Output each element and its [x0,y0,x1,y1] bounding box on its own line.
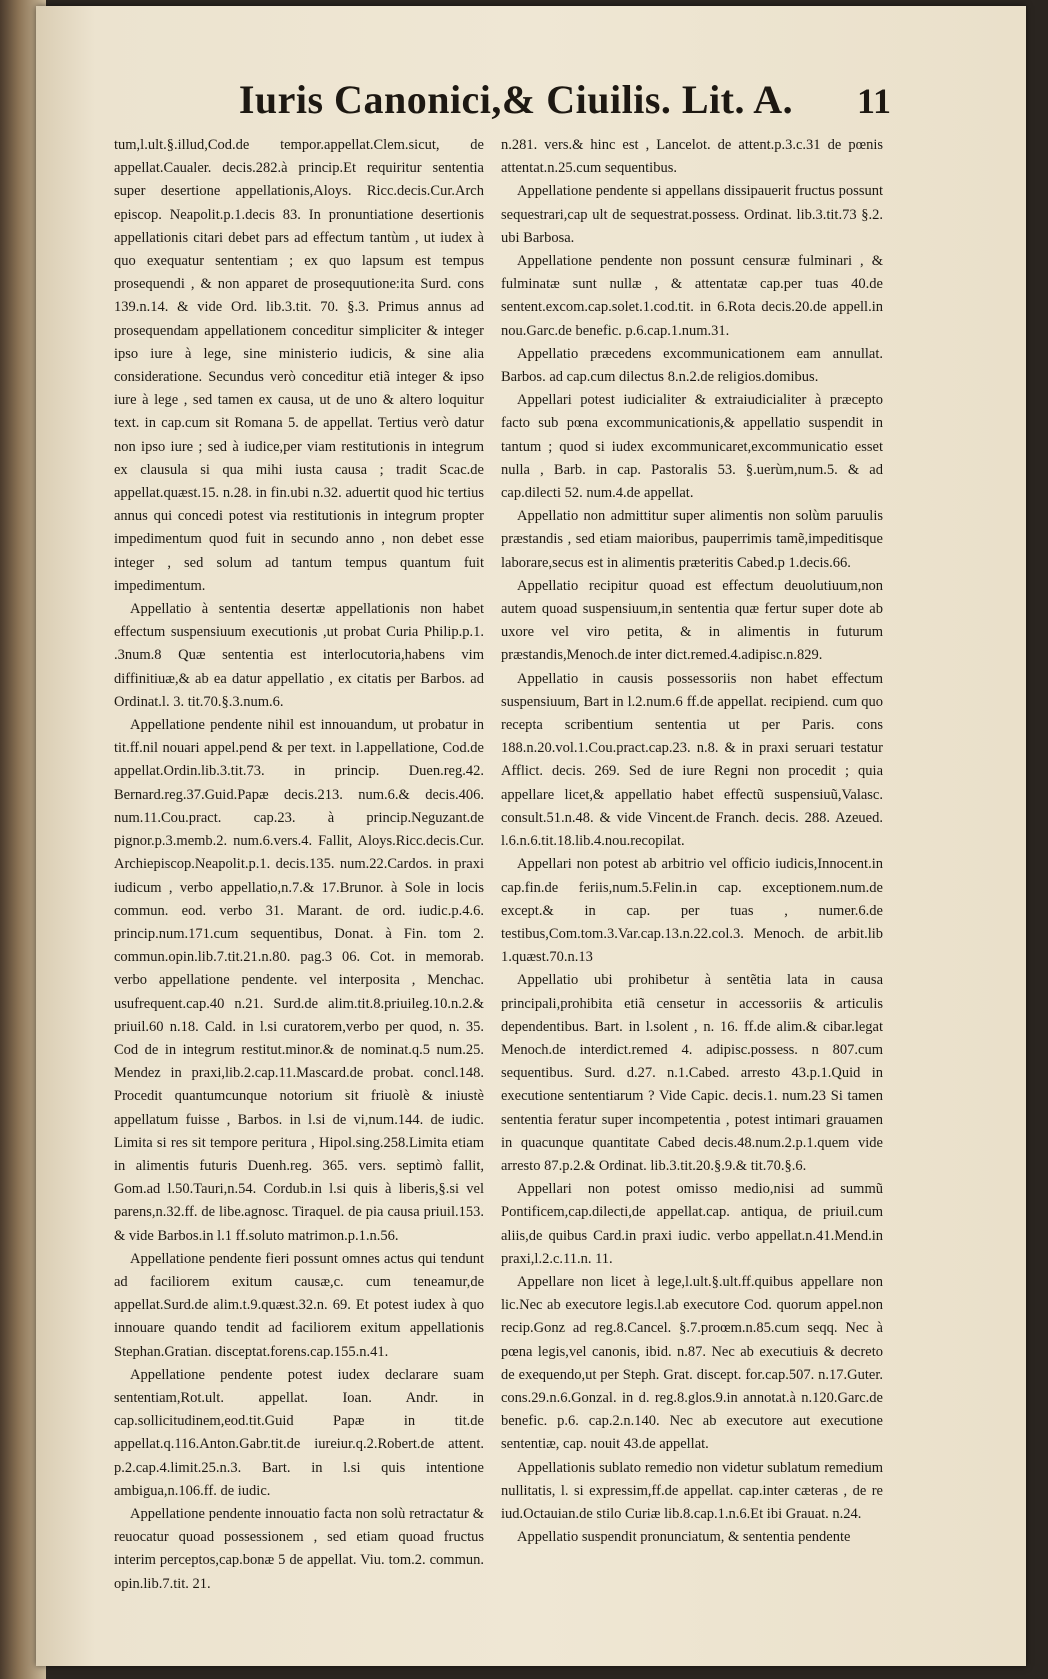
paragraph: Appellatione pendente non possunt censuræ fulminari , & fulminatæ sunt nullæ , & attentatæ cap.per tuas 40.de sentent.excom.cap.solet.1.cod.tit. in 6.Rota decis.20.de appell.in nou.Garc.de benefic. p.6.cap.1.num.31. [501,253,883,339]
paragraph: Appellari non potest ab arbitrio vel officio iudicis,Innocent.in cap.fin.de feriis,num.5.Felin.in cap. exceptionem.num.de except.& in cap. per tuas , numer.6.de testibus,Com.tom.3.Var.cap.13.n.22.col.3. Menoch. de arbit.lib 1.quæst.70.n.13 [501,856,883,966]
running-title: Iuris Canonici,& Ciuilis. Lit. A. [238,77,794,122]
paragraph: Appellatione pendente nihil est innouandum, ut probatur in tit.ff.nil nouari appel.pend & per text. in l.appellatione, Cod.de appellat.Ordin.lib.3.tit.73. in princip. Duen.reg.42. Bernard.reg.37.Guid.Papæ decis.213. num.6.& decis.406. num.11.Cou.pract. cap.23. à princip.Neguzant.de pignor.p.3.memb.2. num.6.vers.4. Fallit, Aloys.Ricc.decis.Cur. Archiepiscop.Neapolit.p.1. decis.135. num.22.Cardos. in praxi iudicum , verbo appellatio,n.7.& 17.Brunor. à Sole in locis commun. eod. verbo 31. Marant. de ord. iudic.p.4.6. princip.num.171.cum sequentibus, Donat. à Fin. tom 2. commun.opin.lib.7.tit.21.n.80. pag.3 06. Cot. in memorab. verbo appellatione pendente. vel interposita , Menchac. usufrequent.cap.40 n.21. Surd.de alim.tit.8.priuileg.10.n.2.& priuil.60 n.18. Cald. in l.si curatorem,verbo per quod, n. 35. Cod de in integrum restitut.minor.& de nominat.q.5 num.25. Mendez in praxi,lib.2.cap.11.Mascard.de probat. concl.148. Procedit quantumcunque notorium sit friuolè & iniustè appellatum fuisse , Barbos. in l.si de vi,num.144. de iudic. Limita si res sit tempore peritura , Hipol.sing.258.Limita etiam in alimentis futuris Duenh.reg. 365. vers. septimò fallit, Gom.ad l.50.Tauri,n.54. Cordub.in l.si quis à liberis,§.si vel parens,n.32.ff. de libe.agnosc. Tiraquel. de pia causa priuil.153. & vide Barbos.in l.1 ff.soluto matrimon.p.1.n.56. [114,717,484,1244]
paragraph: Appellatione pendente innouatio facta non solù retractatur & reuocatur quoad possessionem , sed etiam quoad fructus interim perceptos,cap.bonæ 5 de appellat. Viu. tom.2. commun. opin.lib.7.tit. 21. [114,1505,484,1592]
page-number: 11 [856,81,891,121]
paragraph: Appellatio recipitur quoad est effectum deuolutiuum,non autem quoad suspensiuum,in sententia quæ fertur super dote ab uxore vel viro petita, & in alimentis in futurum præstandis,Menoch.de inter dict.remed.4.adipisc.n.829. [501,577,883,664]
paragraph: Appellare non licet à lege,l.ult.§.ult.ff.quibus appellare non lic.Nec ab executore legis.l.ab executore Cod. quorum appel.non recip.Gonz ad reg.8.Cancel. §.7.proœm.n.85.cum seqq. Nec à pœna legis,vel canonis, ibid. n.87. Nec ab executiuis & decreto de exequendo,ut per Steph. Grat. discept. for.cap.507. n.17.Guter. cons.29.n.6.Gonzal. in d. reg.8.glos.9.in annotat.à n.120.Garc.de benefic. p.6. cap.2.n.140. Nec ab executore aut executione sententiæ, cap. nouit 43.de appellat. [501,1273,883,1453]
paragraph: Appellatio suspendit pronunciatum, & sententia pendente [517,1529,851,1546]
paragraph: Appellatione pendente fieri possunt omnes actus qui tendunt ad faciliorem exitum causæ,c. cum teneamur,de appellat.Surd.de alim.t.9.quæst.32.n. 69. Et potest iudex à quo innouare quando tendit ad faciliorem exitum appellationis Stephan.Gratian. disceptat.forens.cap.155.n.41. [114,1250,484,1360]
paragraph: tum,l.ult.§.illud,Cod.de tempor.appellat.Clem.sicut, de appellat.Caualer. decis.282.à princip.Et requiritur sententia super desertione appellationis,Aloys. Ricc.decis.Cur.Arch episcop. Neapolit.p.1.decis 83. In pronuntiatione desertionis appellationis citari debet pars ad effectum tantùm , ut iudex à quo exequatur sententiam ; ex quo lapsum est tempus prosequendi , & non apparet de prosequutione:ita Surd. cons 139.n.14. & vide Ord. lib.3.tit. 70. §.3. Primus annus ad prosequendam appellationem conceditur simpliciter & integer ipso iure à lege, sine ministerio iudicis, & sine alia consideratione. Secundus verò conceditur etiã integer & ipso iure à lege , sed tamen ex causa, ut de uno & altero loquitur text. in cap.cum sit Romana 5. de appellat. Tertius verò datur non ipso iure ; sed à iudice,per viam restitutionis in integrum ex clausula si qua mihi iusta causa ; tradit Scac.de appellat.quæst.15. n.28. in fin.ubi n.32. aduertit quod hic tertius annus qui concedi potest via restitutionis in integrum propter impedimentum quod fuit in secundo anno , non debet esse integer , sed solum ad tantum tempus quantum fuit impedimentum. [114,137,484,594]
paragraph: Appellatio præcedens excommunicationem eam annullat. Barbos. ad cap.cum dilectus 8.n.2.de religios.domibus. [501,345,883,386]
paragraph: Appellatio non admittitur super alimentis non solùm paruulis præstandis , sed etiam maioribus, pauperrimis tamẽ,impeditisque laborare,secus est in alimentis præteritis Cabed.p 1.decis.66. [501,508,883,571]
paragraph: Appellari potest iudicialiter & extraiudicialiter à præcepto facto sub pœna excommunicationis,& appellatio suspendit in tantum ; quod si iudex excommunicaret,excommunicatio esset nulla , Barb. in cap. Pastoralis 53. §.uerùm,num.5. & ad cap.dilecti 52. num.4.de appellat. [501,392,883,502]
page-header [36,76,1026,136]
paragraph: Appellatione pendente potest iudex declarare suam sententiam,Rot.ult. appellat. Ioan. Andr. in cap.sollicitudinem,eod.tit.Guid Papæ in tit.de appellat.q.116.Anton.Gabr.tit.de iureiur.q.2.Robert.de attent. p.2.cap.4.limit.25.n.3. Bart. in l.si quis intentione ambigua,n.106.ff. de iudic. [114,1366,484,1499]
right-column [501,134,883,1654]
left-column [114,134,484,1654]
paragraph: n.281. vers.& hinc est , Lancelot. de attent.p.3.c.31 de pœnis attentat.n.25.cum sequentibus. [501,137,883,177]
paragraph: Appellari non potest omisso medio,nisi ad summũ Pontificem,cap.dilecti,de appellat.cap. antiqua, de priuil.cum aliis,de quibus Card.in praxi iudic. verbo appellat.n.41.Mend.in praxi,l.2.c.11.n. 11. [501,1181,883,1267]
paragraph: Appellatio à sententia desertæ appellationis non habet effectum suspensiuum executionis ,ut probat Curia Philip.p.1. .3num.8 Quæ sententia est interlocutoria,habens vim diffinitiuæ,& ab ea datur appellatio , ex citatis per Barbos. ad Ordinat.l. 3. tit.70.§.3.num.6. [114,601,484,710]
paragraph: Appellationis sublato remedio non videtur sublatum remedium nullitatis, l. si expressim,ff.de appellat. cap.inter cæteras , de re iud.Octauian.de stilo Curiæ lib.8.cap.1.n.6.Et ibi Grauat. n.24. [501,1459,883,1522]
paragraph: Appellatio ubi prohibetur à sentẽtia lata in causa principali,prohibita etiã censetur in accessoriis & articulis dependentibus. Bart. in l.solent , n. 16. ff.de alim.& cibar.legat Menoch.de interdict.remed 4. adipisc.possess. n 807.cum sequentibus. Surd. d.27. n.1.Cabed. arresto 43.p.1.Quid in executione sententiarum ? Vide Capic. decis.1. num.23 Si tamen sententia feratur super incompetentia , potest intimari grauamen in quacunque quantitate Cabed decis.48.num.2.p.1.quem vide arresto 87.p.2.& Ordinat. lib.3.tit.20.§.9.& tit.70.§.6. [501,972,883,1174]
paragraph: Appellatio in causis possessoriis non habet effectum suspensiuum, Bart in l.2.num.6 ff.de appellat. recipiend. cum quo recepta scribentium sententia ut per Paris. cons 188.n.20.vol.1.Cou.pract.cap.23. n.8. & in praxi seruari testatur Afflict. decis. 269. Sed de iure Regni non procedit ; quia appellare licet,& appellatio habet effectũ suspensiuũ,Valasc. consult.51.n.48. & vide Vincent.de Franch. decis. 288. Azeued. l.6.n.6.tit.18.lib.4.nou.recopilat. [501,670,883,850]
paragraph: Appellatione pendente si appellans dissipauerit fructus possunt sequestrari,cap ult de sequestrat.possess. Ordinat. lib.3.tit.73 §.2. ubi Barbosa. [501,183,883,246]
page [36,6,1026,1666]
